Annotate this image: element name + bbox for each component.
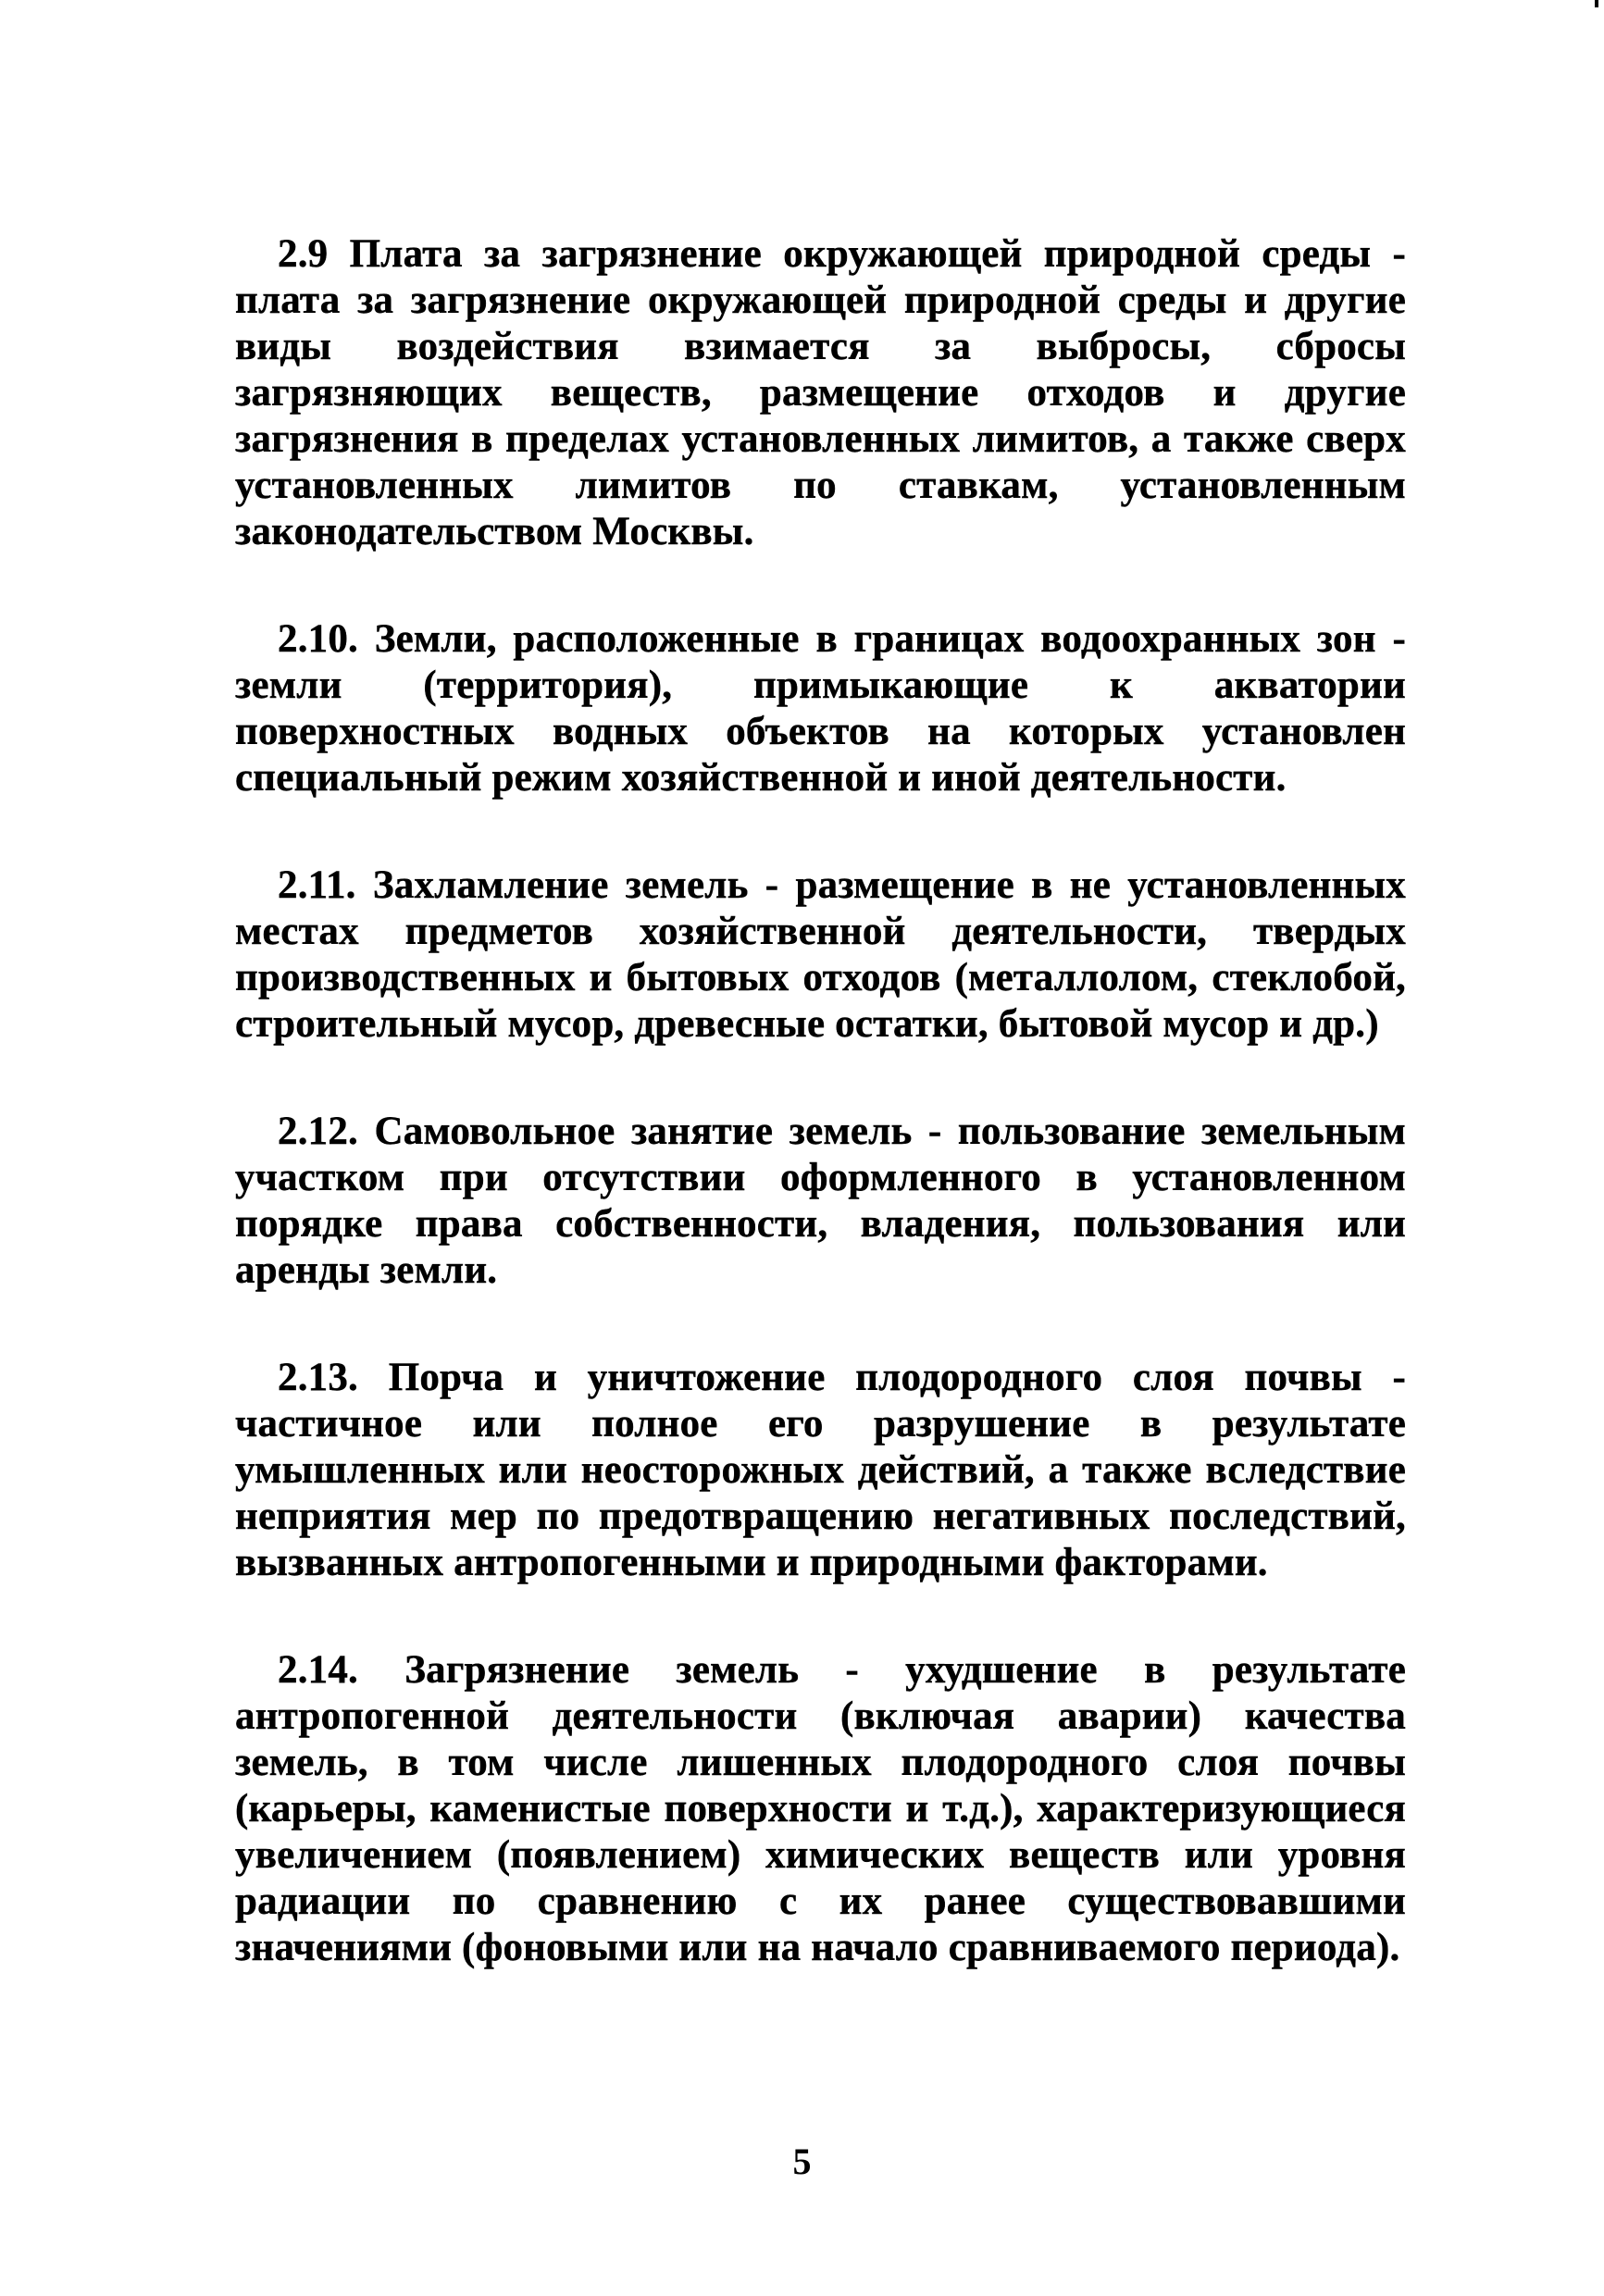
page-number: 5: [792, 2141, 812, 2182]
paragraph-2-12: 2.12. Самовольное занятие земель - пользование земельным участком при отсутствии оформленного в установленном порядке права собственности, владения, пользования или аренды земли.: [235, 1110, 1406, 1292]
paragraph-2-11: 2.11. Захламление земель - размещение в не установленных местах предметов хозяйственной деятельности, твердых производственных и бытовых отходов (металлолом, стеклобой, строительный мусор, древесные остатки, бытовой мусор и др.): [235, 863, 1406, 1046]
document-body: [235, 231, 1406, 2032]
paragraph-2-13: 2.13. Порча и уничтожение плодородного слоя почвы - частичное или полное его разрушение в результате умышленных или неосторожных действий, а также вследствие неприятия мер по предотвращению негативных последствий, вызванных антропогенными и природными факторами.: [235, 1356, 1406, 1584]
paragraph-2-14: 2.14. Загрязнение земель - ухудшение в результате антропогенной деятельности (включая аварии) качества земель, в том числе лишенных плодородного слоя почвы (карьеры, каменистые поверхности и т.д.), характеризующиеся увеличением (появлением) химических веществ или уровня радиации по сравнению с их ранее существовавшими значениями (фоновыми или на начало сравниваемого периода).: [235, 1648, 1406, 1969]
scan-artifact-mark: [1595, 0, 1598, 7]
paragraph-2-10: 2.10. Земли, расположенные в границах водоохранных зон - земли (территория), примыкающие к акватории поверхностных водных объектов на которых установлен специальный режим хозяйственной и иной деятельности.: [235, 617, 1406, 800]
paragraph-2-9: 2.9 Плата за загрязнение окружающей природной среды - плата за загрязнение окружающей природной среды и другие виды воздействия взимается за выбросы, сбросы загрязняющих веществ, размещение отходов и другие загрязнения в пределах установленных лимитов, а также сверх установленных лимитов по ставкам, установленным законодательством Москвы.: [235, 232, 1406, 553]
